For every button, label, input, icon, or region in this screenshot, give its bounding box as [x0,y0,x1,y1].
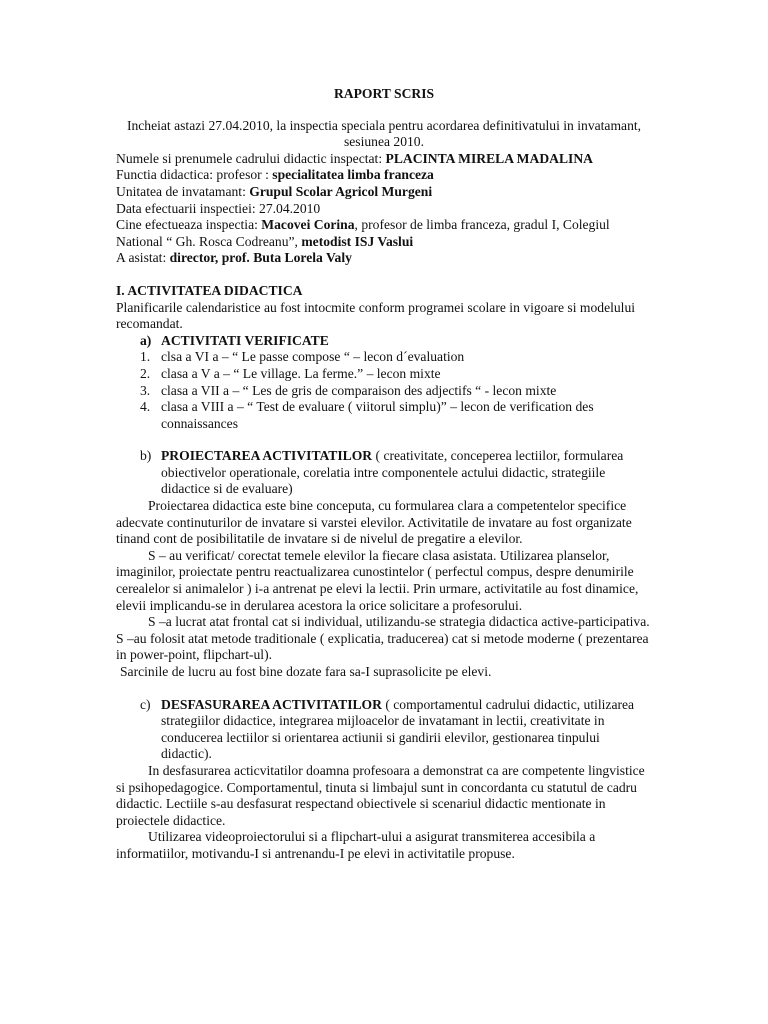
paragraph: Proiectarea didactica este bine conceputa, cu formularea clara a competentelor specifice adecvate continuturilor de invatare si varstei elevilor. Activitatile de invatare au fost organizate tinand cont de posibilitatile de invatare si de nivelul de pregatire a elevilor. [116,498,632,547]
subsection-a-heading: ACTIVITATI VERIFICATE [161,332,329,348]
field-nume [116,151,652,168]
list-item [116,366,652,383]
list-item-number: 3. [140,382,151,398]
list-item [116,349,652,366]
subsection-c-label: c) [140,696,151,712]
field-cine-label: Cine efectueaza inspectia: [116,217,262,233]
field-data: Data efectuarii inspectiei: 27.04.2010 [116,200,321,216]
subsection-b-label: b) [140,448,152,464]
list-item-number: 1. [140,349,151,365]
paragraph: In desfasurarea acticvitatilor doamna profesoara a demonstrat ca are competente lingvistice si psihopedagogice. Comportamentul, tinuta si limbajul sunt in concordanta cu statutul de cadru didactic. Lectiile s-au desfasurat respectand obiectivele si scenariul didactic mentionate in proiectele didactice. [116,762,645,828]
section-heading: I. ACTIVITATEA DIDACTICA [116,282,303,298]
paragraph: Utilizarea videoproiectorului si a flipchart-ului a asigurat transmiterea accesibila a informatiilor, motivandu-I si antrenandu-I pe elevi in activitatile propuse. [116,829,596,861]
subsection-c-text: ( comportamentul cadrului didactic, utilizarea strategiilor didactice, integrarea mijloacelor de invatamant in lectii, creativitate in conducerea lectiilor si orientarea actiunii si gandirii elevilor, gestionarea tinpului didactic). [161,696,635,762]
list-item-text: clasa a VII a – “ Les de gris de comparaison des adjectifs “ - lecon mixte [161,382,557,398]
list-item-number: 2. [140,365,151,381]
subsection-b-heading: PROIECTAREA ACTIVITATILOR [161,448,373,464]
subsection-c [116,697,652,763]
field-asistat [116,250,652,267]
subsection-b-text: ( creativitate, conceperea lectiilor, formularea obiectivelor operationale, corelatia intre componentele actului didactic, strategiile didactice si de evaluare) [161,448,624,497]
subsection-c-heading: DESFASURAREA ACTIVITATILOR [161,696,382,712]
field-unitatea-label: Unitatea de invatamant: [116,183,250,199]
section-intro: Planificarile calendaristice au fost intocmite conform programei scolare in vigoare si modelului recomandat. [116,299,636,332]
paragraph: S – au verificat/ corectat temele elevilor la fiecare clasa asistata. Utilizarea planselor, imaginilor, proiectate pentru reactualizarea cunostintelor ( perfectul compus, despre denumirile cerealelor si animalelor ) i-a antrenat pe elevi la lectii. Prin urmare, activitatile au fost dinamice, elevii implicandu-se in derularea acestora la orice solicitare a profesorului. [116,547,639,613]
subsection-b [116,448,652,498]
subsection-a [116,333,652,350]
field-asistat-label: A asistat: [116,250,170,266]
field-asistat-value: director, prof. Buta Lorela Valy [169,250,352,266]
field-functia-label: Functia didactica: profesor : [116,167,273,183]
document-title: RAPORT SCRIS [333,86,435,101]
field-nume-value: PLACINTA MIRELA MADALINA [385,150,593,166]
field-cine [116,217,652,250]
field-functia-value: specialitatea limba franceza [272,167,434,183]
field-functia [116,167,652,184]
paragraph: S –a lucrat atat frontal cat si individual, utilizandu-se strategia didactica active-participativa. S –au folosit atat metode traditionale ( explicatia, traducerea) cat si metode moderne ( prezentarea in power-point, flipchart-ul). [116,614,650,663]
field-unitatea [116,184,652,201]
list-item-text: clsa a VI a – “ Le passe compose “ – lecon d´evaluation [161,349,465,365]
list-item [116,383,652,400]
list-item-text: clasa a V a – “ Le village. La ferme.” – lecon mixte [161,365,441,381]
field-cine-mid: , profesor de limba franceza, gradul I, Colegiul National “ Gh. Rosca Codreanu”, [116,217,610,249]
activities-list [116,349,652,432]
list-item-number: 4. [140,399,151,415]
document-body [116,86,652,863]
field-cine-name: Macovei Corina [261,217,355,233]
field-unitatea-value: Grupul Scolar Agricol Murgeni [249,183,433,199]
field-nume-label: Numele si prenumele cadrului didactic inspectat: [116,150,386,166]
subsection-a-label: a) [140,332,152,348]
list-item-text: clasa a VIII a – “ Test de evaluare ( viitorul simplu)” – lecon de verification des connaissances [161,399,594,431]
list-item [116,399,652,432]
intro-paragraph: Incheiat astazi 27.04.2010, la inspectia speciala pentru acordarea definitivatului in invatamant, sesiunea 2010. [126,117,642,150]
paragraph: Sarcinile de lucru au fost bine dozate fara sa-I suprasolicite pe elevi. [120,664,492,679]
field-cine-role: metodist ISJ Vaslui [301,233,414,249]
